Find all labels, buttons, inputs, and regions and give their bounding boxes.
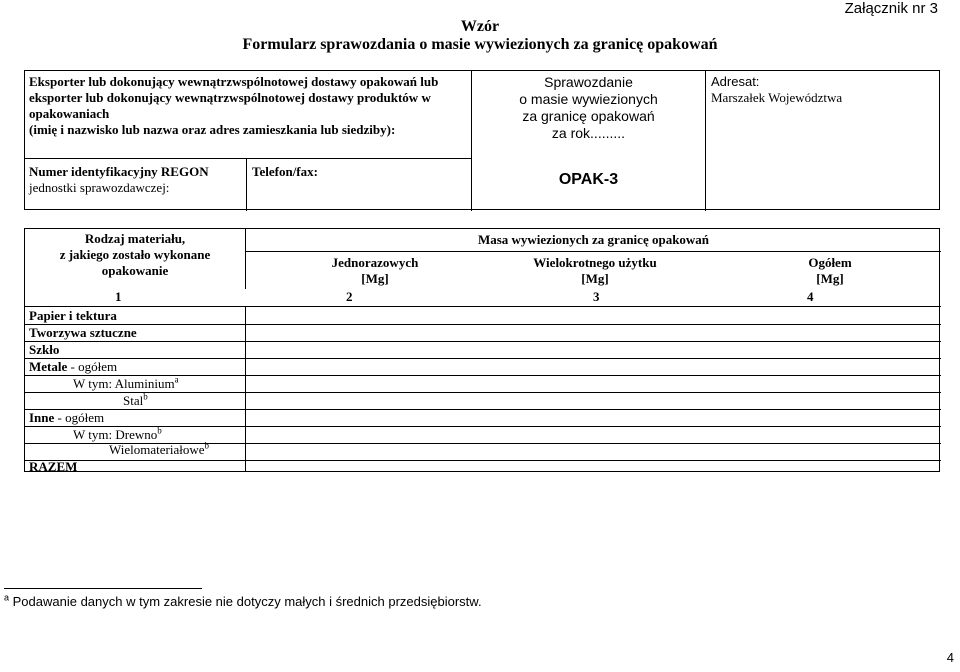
page-number: 4	[946, 650, 954, 665]
annex-label: Załącznik nr 3	[844, 0, 938, 17]
row-paper: Papier i tektura	[29, 308, 117, 323]
document-title: Wzór	[460, 18, 500, 35]
row-aluminium: W tym: Aluminium$^a$	[73, 374, 179, 391]
column-number-3: 3	[593, 289, 600, 304]
footnote-divider	[4, 588, 202, 589]
regon-label: Numer identyfikacyjny REGON jednostki sprawozdawczej:	[29, 164, 209, 195]
report-header-box	[24, 70, 940, 210]
row-total: RAZEM	[29, 459, 78, 474]
column-reusable-header: Wielokrotnego użytku [Mg]	[533, 255, 657, 286]
addressee-value: Marszałek Województwa	[711, 90, 843, 105]
footnote: $^a$ Podawanie danych w tym zakresie nie dotyczy małych i średnich przedsiębiorstw.	[4, 592, 482, 609]
addressee-block	[711, 74, 936, 106]
row-wood: W tym: Drewno$^b$	[73, 425, 162, 442]
phone-fax-label: Telefon/fax:	[252, 164, 318, 179]
mass-report-table	[24, 228, 940, 472]
row-glass: Szkło	[29, 342, 60, 357]
row-other: Inne - ogółem	[29, 410, 105, 425]
form-code: OPAK-3	[558, 171, 619, 188]
row-multimaterial: Wielomateriałowe$^b$	[109, 440, 209, 457]
column-number-2: 2	[346, 289, 353, 304]
row-metals: Metale - ogółem	[29, 359, 118, 374]
row-plastics: Tworzywa sztuczne	[29, 325, 137, 340]
column-number-1: 1	[115, 289, 122, 304]
row-steel: Stal$^b$	[123, 391, 148, 408]
column-material-header: Rodzaj materiału, z jakiego zostało wykonane opakowanie	[59, 231, 211, 278]
exporter-label: Eksporter lub dokonujący wewnątrzwspólnotowej dostawy opakowań lub eksporter lub dokonujący wewnątrzwspólnotowej dostawy produktów w opakowaniach (imię i nazwisko lub nazwa oraz adres zamieszkania lub siedziby):	[29, 74, 439, 137]
column-single-use-header: Jednorazowych [Mg]	[331, 255, 419, 286]
column-total-header: Ogółem [Mg]	[808, 255, 852, 286]
addressee-label: Adresat:	[711, 74, 760, 89]
document-subtitle: Formularz sprawozdania o masie wywiezionych za granicę opakowań	[242, 36, 718, 53]
mass-group-header: Masa wywiezionych za granicę opakowań	[477, 232, 710, 247]
column-number-4: 4	[807, 289, 814, 304]
report-title-block: Sprawozdanie o masie wywiezionych za granicę opakowań za rok.........	[519, 74, 658, 141]
